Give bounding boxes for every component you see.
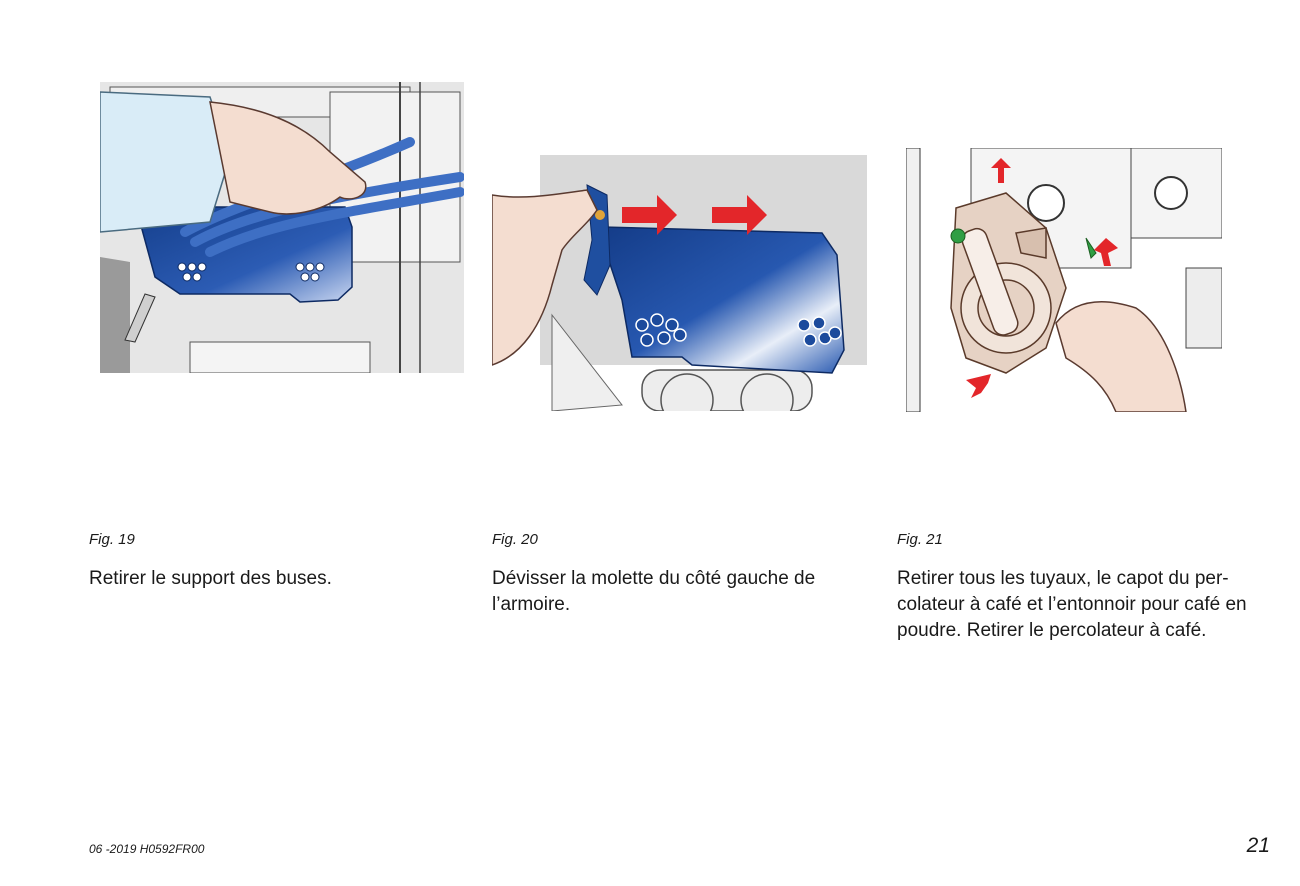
figure-20-illustration bbox=[492, 155, 867, 411]
figure-19-label: Fig. 19 bbox=[89, 531, 135, 548]
document-code: 06 -2019 H0592FR00 bbox=[89, 842, 205, 856]
figure-21-column bbox=[897, 530, 1267, 644]
page-number: 21 bbox=[1246, 834, 1270, 857]
figure-20-column bbox=[492, 530, 862, 618]
figure-21-text: Retirer tous les tuyaux, le capot du per-colateur à café et l’entonnoir pour café en poudre. Retirer le percolateur à café. bbox=[897, 568, 1247, 641]
figure-21-illustration bbox=[906, 148, 1222, 412]
figure-20-text: Dévisser la molette du côté gauche de l’armoire. bbox=[492, 568, 816, 615]
figure-21-label: Fig. 21 bbox=[897, 531, 943, 548]
figure-19-column bbox=[89, 530, 459, 592]
figure-19-text: Retirer le support des buses. bbox=[89, 568, 332, 589]
figure-20-label: Fig. 20 bbox=[492, 531, 538, 548]
figure-19-illustration bbox=[100, 82, 464, 373]
